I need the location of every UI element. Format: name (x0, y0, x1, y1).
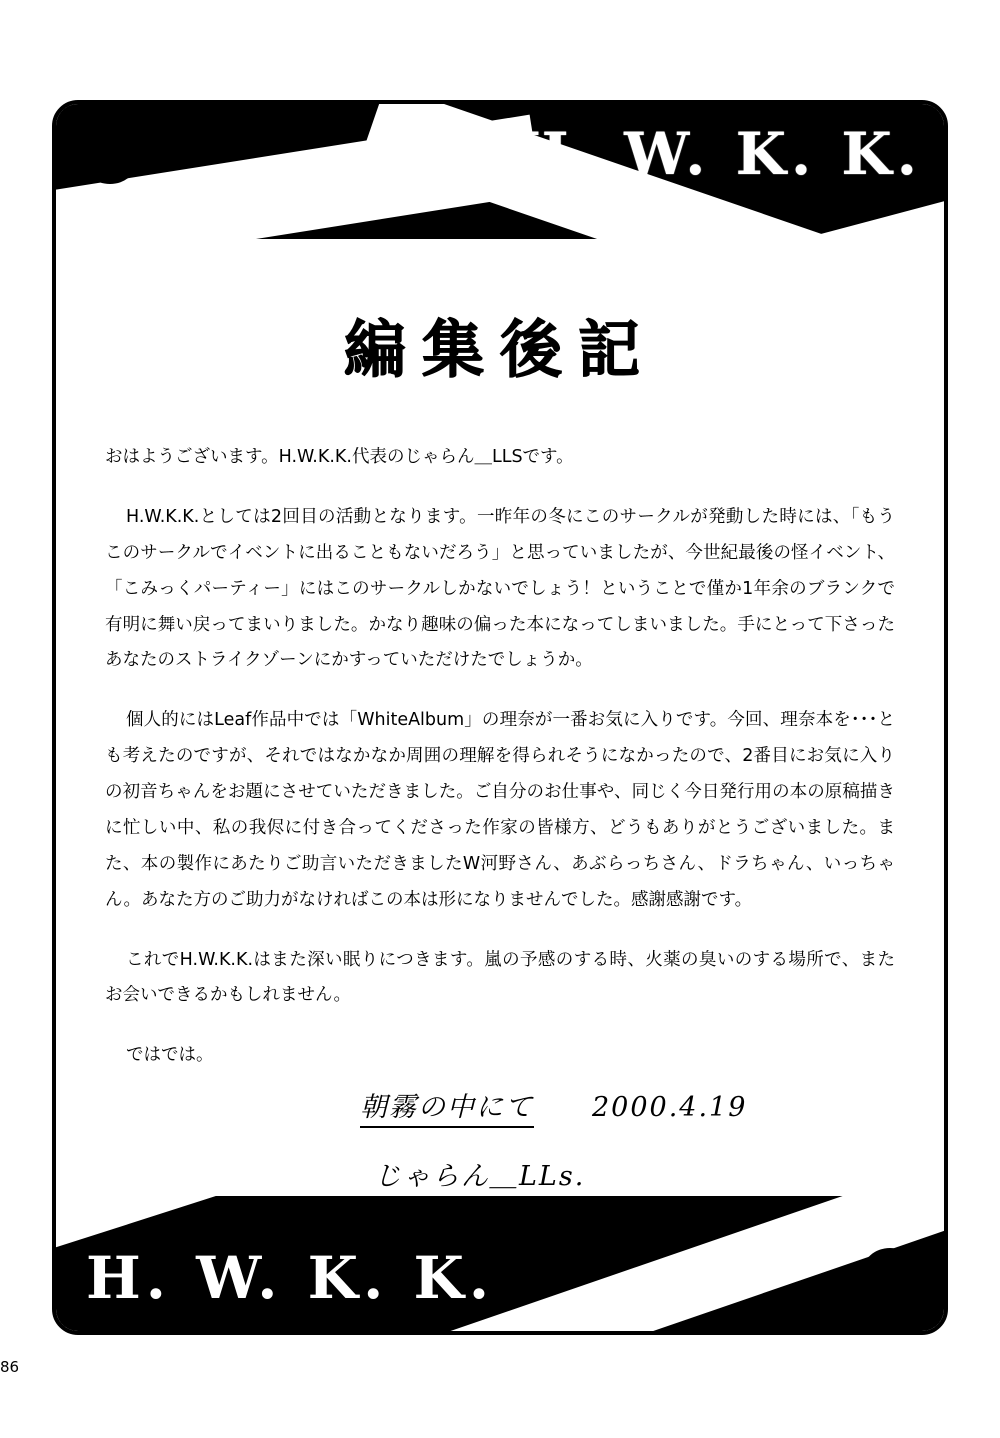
top-banner (56, 104, 944, 239)
paragraph: H.W.K.K.としては2回目の活動となります。一昨年の冬にこのサークルが発動した時には、「もうこのサークルでイベントに出ることもないだろう」と思っていましたが、今世紀最後の怪イベント、「こみっくパーティー」にはこのサークルしかないでしょう！ということで僅か1年余のブランクで有明に舞い戻ってまいりました。かなり趣味の偏った本になってしまいました。手にとって下さったあなたのストライクゾーンにかすっていただけたでしょうか。 (105, 506, 895, 671)
paragraph: これでH.W.K.K.はまた深い眠りにつきます。嵐の予感のする時、火薬の臭いのする場所で、またお会いできるかもしれません。 (105, 949, 895, 1006)
paragraph: ではでは。 (126, 1045, 214, 1066)
bottom-banner (56, 1196, 944, 1331)
page-title: 編集後記 (343, 313, 656, 386)
signature-block (360, 1085, 800, 1193)
bottom-logo-text: H. W. K. K. (86, 1244, 495, 1312)
top-logo-text: H. W. K. K. (513, 120, 922, 188)
paragraph: 個人的にはLeaf作品中では「WhiteAlbum」の理奈が一番お気に入りです。今回、理奈本を･･･とも考えたのですが、それではなかなか周囲の理解を得られそうになかったので、2番目にお気に入りの初音ちゃんをお題にさせていただきました。ご自分のお仕事や、同じく今日発行用の本の原稿描きに忙しい中、私の我侭に付き合ってくださった作家の皆様方、どうもありがとうございました。また、本の製作にあたりご助言いただきましたW河野さん、あぶらっちさん、ドラちゃん、いっちゃん。あなた方のご助力がなければこの本は形になりませんでした。感謝感謝です。 (105, 710, 895, 910)
signature-place: 朝霧の中にて (360, 1085, 534, 1128)
signature-name: じゃらん＿LLs. (374, 1161, 586, 1192)
corner-dot-icon (82, 134, 138, 184)
page-number: 86 (0, 1358, 20, 1376)
corner-dot-icon (862, 1248, 918, 1298)
afterword-body (105, 440, 895, 1098)
signature-date: 2000.4.19 (592, 1092, 748, 1123)
paragraph: おはようございます。H.W.K.K.代表のじゃらん＿LLSです。 (105, 447, 574, 467)
